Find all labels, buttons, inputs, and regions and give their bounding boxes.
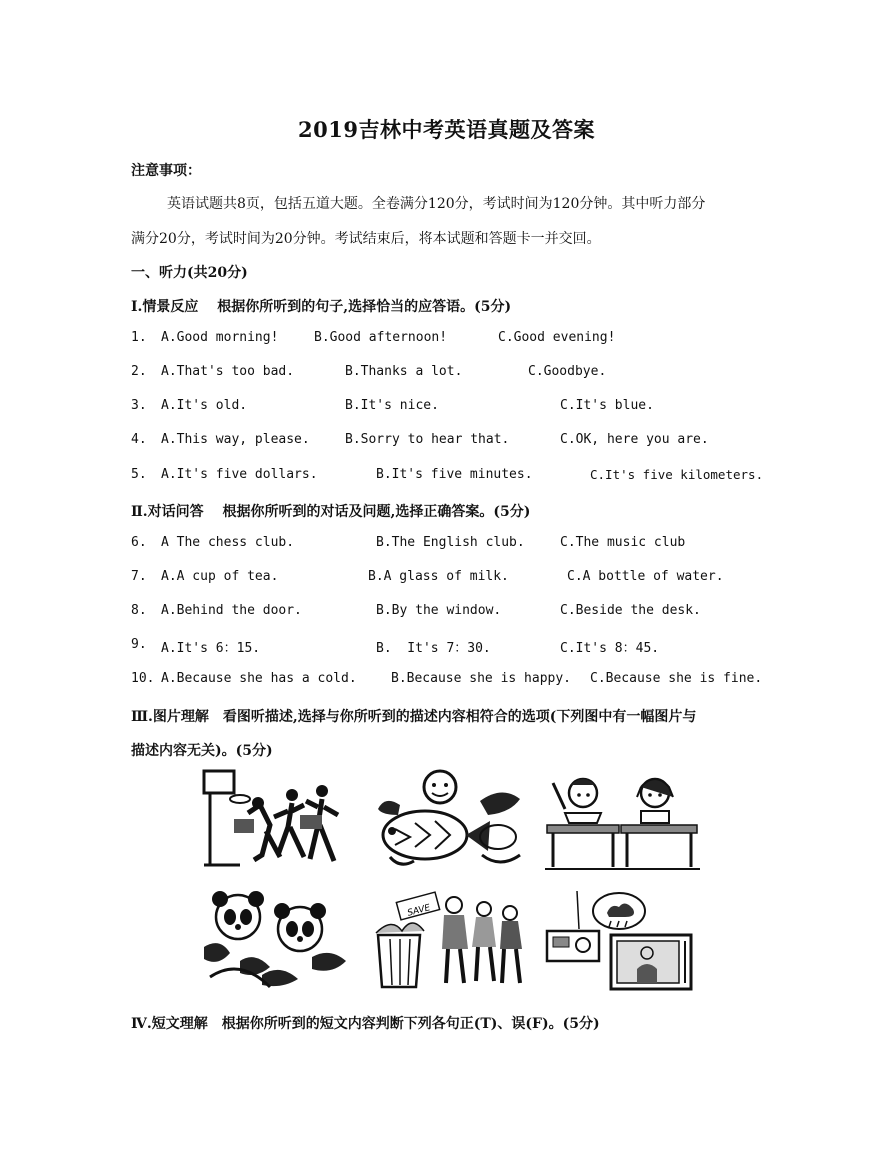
option-b: B.The English club.	[376, 535, 525, 550]
option-a: A.That's too bad.	[161, 364, 295, 379]
option-b: B.Thanks a lot.	[345, 364, 463, 379]
option-a: A.A cup of tea.	[161, 569, 279, 584]
notice-line-1: 英语试题共8页，包括五道大题。全卷满分120分，考试时间为120分钟。其中听力部分	[167, 196, 706, 212]
option-c: C.Beside the desk.	[560, 603, 701, 618]
notice-heading: 注意事项：	[131, 163, 201, 179]
option-c: C.It's five kilometers.	[590, 467, 764, 482]
option-b: B.It's nice.	[345, 398, 439, 413]
section-3-heading-line-2: 描述内容无关)。(5分)	[131, 743, 273, 759]
notice-line-2: 满分20分，考试时间为20分钟。考试结束后，将本试题和答题卡一并交回。	[131, 231, 601, 247]
question-10	[131, 671, 771, 691]
recycling-icon	[372, 887, 527, 992]
option-c: C.Good evening!	[498, 330, 616, 345]
question-7	[131, 569, 771, 589]
question-number: 7.	[131, 569, 147, 584]
option-b: B.It's five minutes.	[376, 467, 533, 482]
section-2-heading: Ⅱ.对话问答 根据你所听到的对话及问题,选择正确答案。(5分)	[131, 504, 531, 520]
pandas-picture	[200, 887, 350, 997]
option-a: A.Good morning!	[161, 330, 279, 345]
option-b: B.Sorry to hear that.	[345, 432, 510, 447]
weather-tv-picture	[545, 885, 695, 995]
weather-tv-icon	[545, 885, 700, 995]
question-5	[131, 467, 771, 487]
students-reading-picture	[545, 765, 695, 875]
option-a: A.This way, please.	[161, 432, 310, 447]
option-c: C.Goodbye.	[528, 364, 607, 379]
fish-papercut-icon	[370, 765, 530, 875]
question-number: 3.	[131, 398, 147, 413]
option-b: B.By the window.	[376, 603, 502, 618]
question-number: 4.	[131, 432, 147, 447]
option-b: B. It's 7：30.	[376, 641, 491, 656]
page-title: 2019吉林中考英语真题及答案	[298, 117, 595, 142]
students-reading-icon	[545, 765, 700, 885]
fish-papercut-picture	[370, 765, 520, 875]
question-1	[131, 330, 771, 350]
question-4	[131, 432, 771, 452]
option-c: C.It's 8：45.	[560, 641, 660, 656]
section-1-heading: Ⅰ.情景反应 根据你所听到的句子,选择恰当的应答语。(5分)	[131, 299, 512, 315]
basketball-icon	[200, 765, 350, 875]
option-a: A.It's 6：15.	[161, 641, 261, 656]
section-3-heading-line-1: Ⅲ.图片理解 看图听描述,选择与你所听到的描述内容相符合的选项(下列图中有一幅图片与	[131, 709, 697, 725]
question-9	[131, 637, 771, 657]
option-b: B.Because she is happy.	[391, 671, 572, 686]
option-c: C.Because she is fine.	[590, 671, 763, 686]
option-c: C.It's blue.	[560, 398, 654, 413]
question-3	[131, 398, 771, 418]
option-b: B.Good afternoon!	[314, 330, 448, 345]
save-label: SAVE	[406, 903, 432, 919]
recycling-picture	[372, 887, 522, 997]
basketball-picture	[200, 765, 350, 875]
panda-icon	[200, 887, 350, 992]
question-6	[131, 535, 771, 555]
option-c: C.The music club	[560, 535, 686, 550]
question-number: 6.	[131, 535, 147, 550]
picture-grid	[200, 765, 700, 995]
option-c: C.OK, here you are.	[560, 432, 709, 447]
option-a: A.It's five dollars.	[161, 467, 318, 482]
question-number: 8.	[131, 603, 147, 618]
question-number: 9.	[131, 637, 147, 652]
option-a: A.Because she has a cold.	[161, 671, 357, 686]
question-2	[131, 364, 771, 384]
part-1-heading: 一、听力(共20分)	[131, 265, 248, 281]
question-number: 5.	[131, 467, 147, 482]
option-c: C.A bottle of water.	[567, 569, 724, 584]
question-number: 1.	[131, 330, 147, 345]
question-number: 2.	[131, 364, 147, 379]
section-4-heading: Ⅳ.短文理解 根据你所听到的短文内容判断下列各句正(T)、误(F)。(5分)	[131, 1016, 600, 1032]
option-a: A.It's old.	[161, 398, 248, 413]
question-8	[131, 603, 771, 623]
option-b: B.A glass of milk.	[368, 569, 509, 584]
option-a: A The chess club.	[161, 535, 295, 550]
option-a: A.Behind the door.	[161, 603, 302, 618]
question-number: 10.	[131, 671, 155, 686]
